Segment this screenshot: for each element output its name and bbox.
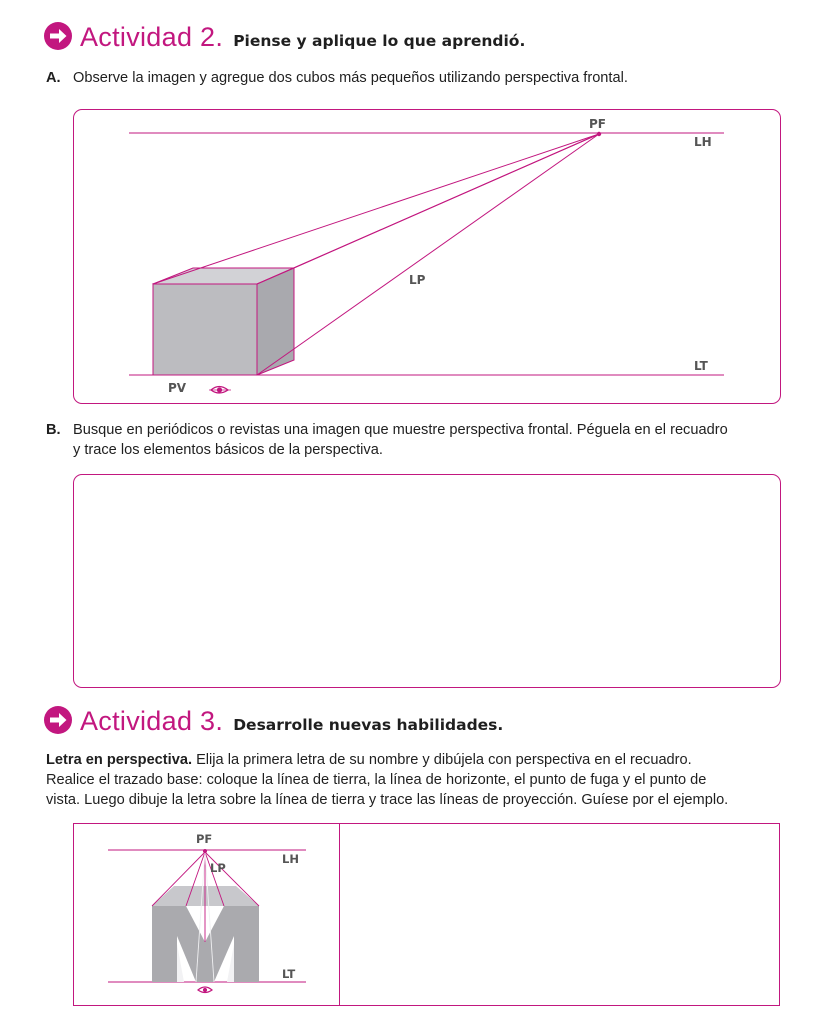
part-b-answer-box[interactable]: [73, 474, 781, 688]
letter-drawing-box[interactable]: [339, 823, 780, 1006]
eye-icon: [209, 387, 231, 394]
pf-label: PF: [589, 117, 606, 131]
letter-task-line-1-text: Elija la primera letra de su nombre y dibújela con perspectiva en el recuadro.: [192, 752, 692, 768]
example-box: [73, 823, 341, 1006]
part-b-letter: B.: [46, 422, 61, 438]
activity-2-subtitle: Piense y aplique lo que aprendió.: [233, 32, 526, 50]
part-b-line-2: y trace los elementos básicos de la perspectiva.: [73, 442, 383, 458]
cube-front-face: [153, 284, 257, 375]
lh-label: LH: [694, 135, 712, 149]
letter-task-line-2: Realice el trazado base: coloque la línea de tierra, la línea de horizonte, el punto de fuga y el punto de: [46, 772, 707, 788]
lt-label: LT: [282, 967, 296, 981]
letter-task-bold: Letra en perspectiva.: [46, 752, 193, 768]
part-b-line-1: Busque en periódicos o revistas una imagen que muestre perspectiva frontal. Péguela en el recuadro: [73, 422, 728, 438]
vanishing-point: [203, 849, 207, 853]
pf-label: PF: [196, 832, 213, 846]
activity-3-subtitle: Desarrolle nuevas habilidades.: [233, 716, 504, 734]
activity-3-header: [44, 702, 503, 737]
letter-top-face: [152, 886, 259, 906]
arrow-right-icon: [44, 22, 72, 50]
figure-a-drawing: [74, 110, 780, 403]
letter-task-line-1: [46, 750, 791, 770]
activity-3-title: Actividad 3.: [80, 706, 224, 736]
lp-label: LP: [409, 273, 426, 287]
lp-line: [257, 134, 599, 375]
lh-label: LH: [282, 852, 299, 866]
projection-line: [153, 134, 599, 284]
eye-icon: [198, 987, 212, 993]
activity-2-header: [44, 18, 525, 53]
lt-label: LT: [694, 359, 708, 373]
part-a-text: Observe la imagen y agregue dos cubos más pequeños utilizando perspectiva frontal.: [73, 70, 628, 86]
pv-label: PV: [168, 381, 187, 395]
letter-task-paragraph: [46, 750, 791, 812]
letter-m-example: [74, 824, 340, 1005]
figure-a-box: [73, 109, 781, 404]
letter-task-line-3: vista. Luego dibuje la letra sobre la línea de tierra y trace las líneas de proyección. Guíese por el ejemplo.: [46, 792, 729, 808]
lp-label: LP: [210, 861, 226, 875]
activity-2-title: Actividad 2.: [80, 22, 224, 52]
part-a-letter: A.: [46, 70, 61, 86]
letter-m-front: [152, 906, 259, 982]
projection-line: [294, 134, 599, 268]
part-b-instruction: [46, 420, 791, 462]
arrow-right-icon: [44, 706, 72, 734]
vanishing-point: [597, 132, 601, 136]
